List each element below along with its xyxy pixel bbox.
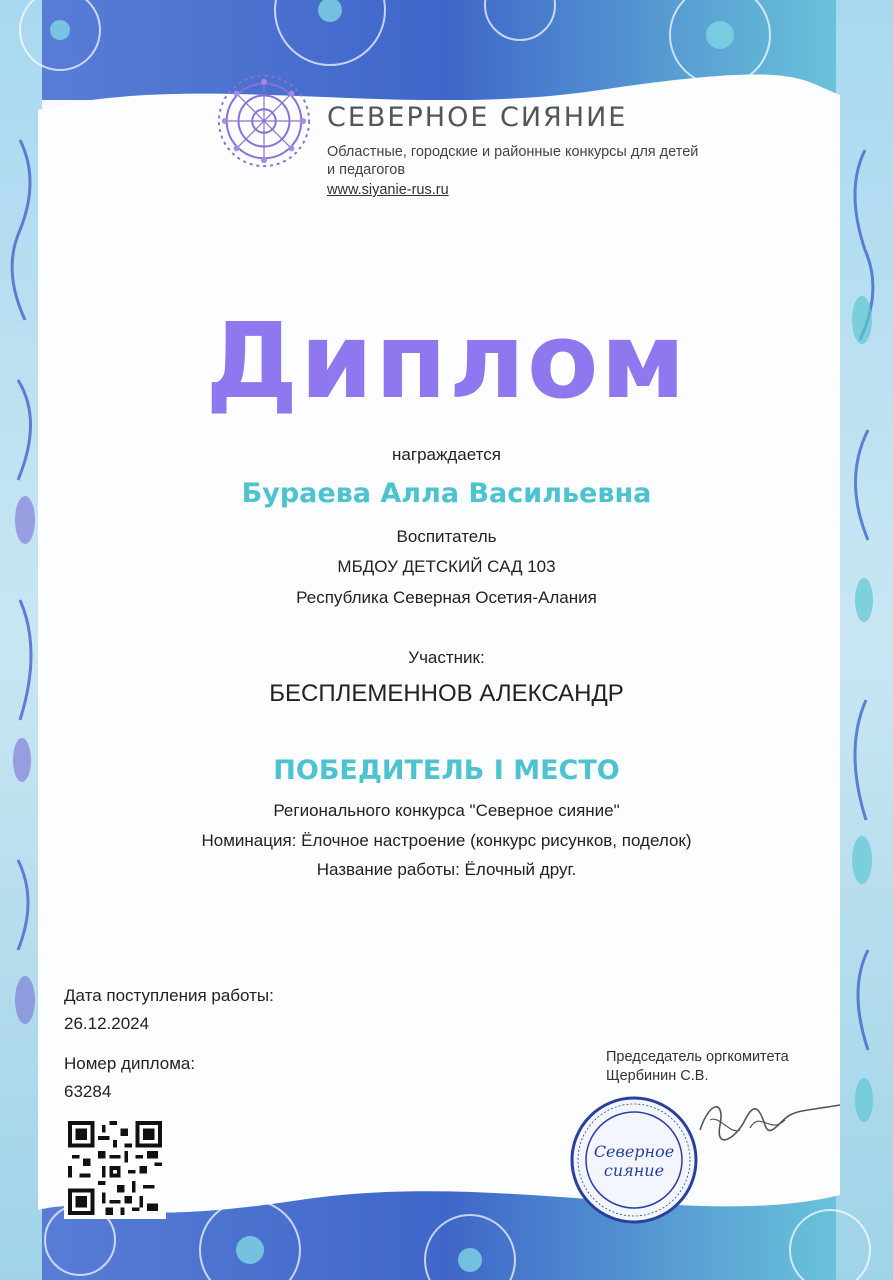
date-value: 26.12.2024: [64, 1014, 150, 1033]
number-value: 63284: [64, 1082, 112, 1101]
award-work-title: Название работы: Ёлочный друг.: [316, 860, 577, 879]
signatory-name: Щербинин С.В.: [606, 1068, 709, 1084]
signatory-block: [606, 1048, 789, 1086]
award-nomination: Номинация: Ёлочное настроение (конкурс рисунков, поделок): [201, 831, 692, 850]
brand-title: СЕВЕРНОЕ СИЯНИЕ: [327, 102, 628, 133]
qr-code-icon: [64, 1117, 166, 1219]
stamp-text-1: Северное: [593, 1142, 675, 1161]
mandala-logo-icon: [215, 72, 313, 170]
brand-subtitle: Областные, городские и районные конкурсы для детей и педагогов: [327, 144, 699, 178]
diploma-title: Диплом: [205, 300, 688, 422]
brand-url-link[interactable]: www.siyanie-rus.ru: [327, 182, 449, 198]
handwritten-signature: [690, 1090, 850, 1150]
recipient-name: Бураева Алла Васильевна: [241, 478, 652, 509]
participant-label: Участник:: [408, 648, 485, 667]
participant-name: БЕСПЛЕМЕННОВ АЛЕКСАНДР: [269, 680, 624, 707]
recipient-organization: МБДОУ ДЕТСКИЙ САД 103: [337, 557, 556, 576]
award-contest: Регионального конкурса "Северное сияние": [273, 801, 620, 820]
date-label: Дата поступления работы:: [64, 986, 274, 1005]
award-place: ПОБЕДИТЕЛЬ I МЕСТО: [273, 755, 620, 786]
awarded-label: награждается: [392, 445, 501, 464]
number-label: Номер диплома:: [64, 1054, 196, 1073]
recipient-position: Воспитатель: [396, 527, 497, 546]
recipient-region: Республика Северная Осетия-Алания: [296, 588, 597, 607]
signatory-role: Председатель оргкомитета: [606, 1049, 789, 1065]
organization-stamp: [569, 1095, 699, 1225]
stamp-text-2: сияние: [603, 1161, 665, 1180]
